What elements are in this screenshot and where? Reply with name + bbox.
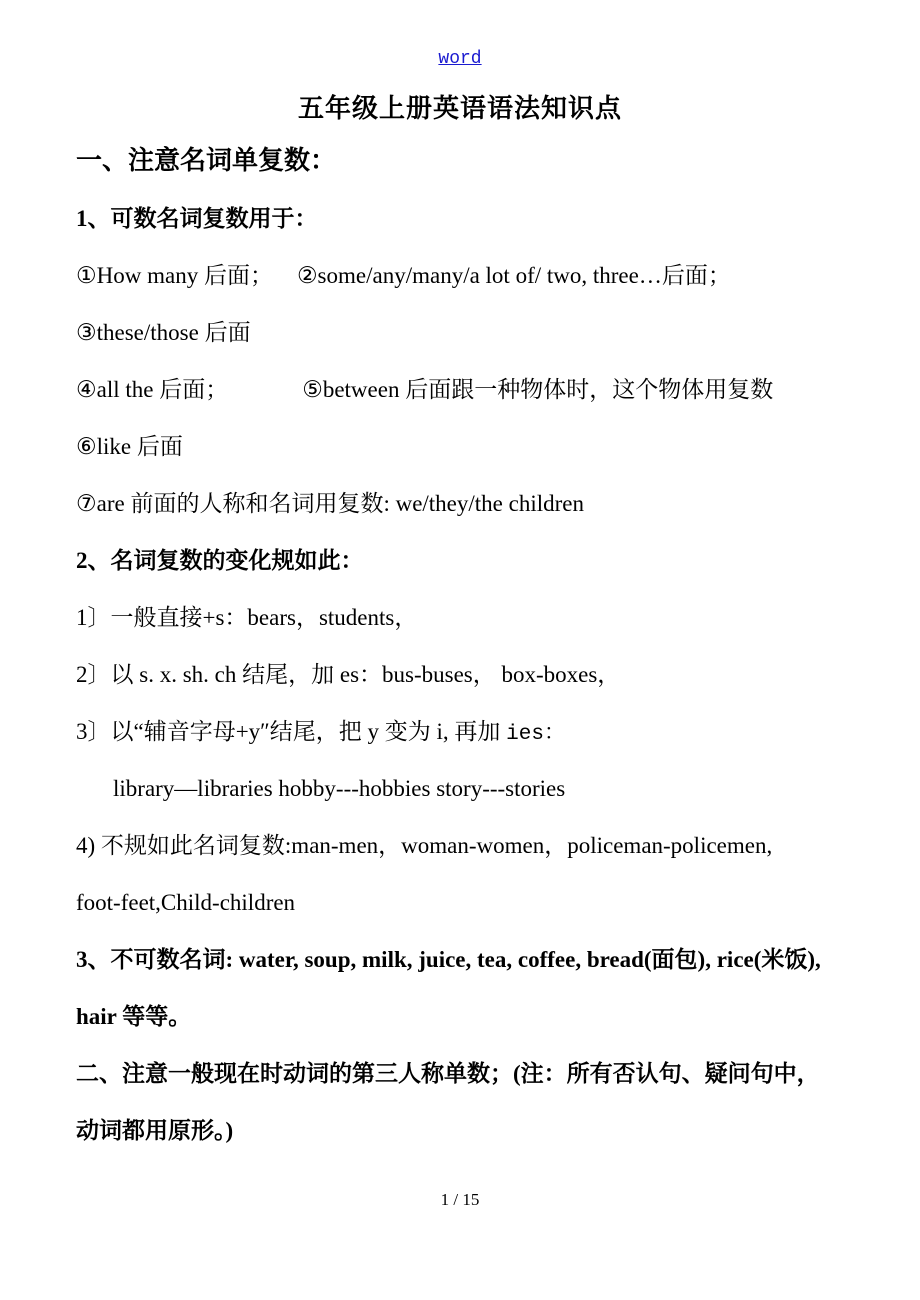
plural-rule-4-line-2: foot-feet,Child-children <box>76 890 296 915</box>
usage-item-3: ③these/those 后面 <box>76 320 251 345</box>
plural-rule-3 <box>76 717 565 750</box>
header-word-link[interactable]: word <box>438 49 482 69</box>
section-2-heading-line-2: 动词都用原形。) <box>76 1118 234 1143</box>
plural-rule-3-examples: library—libraries hobby---hobbies story---stories <box>113 776 566 801</box>
usage-item-2: ②some/any/many/a lot of/ two, three…后面； <box>296 263 731 288</box>
usage-item-1: ①How many 后面； <box>76 263 273 288</box>
countable-usage-line-3 <box>76 375 773 405</box>
usage-item-5: ⑤between 后面跟一种物体时，这个物体用复数 <box>302 377 774 402</box>
plural-rule-2: 2〕以 s. x. sh. ch 结尾，加 es：bus-buses， box-boxes， <box>76 662 621 687</box>
countable-usage-line-1 <box>76 261 731 291</box>
usage-item-6: ⑥like 后面 <box>76 434 183 459</box>
plural-rule-3-text: 3〕以“辅音字母+y″结尾，把 y 变为 i, 再加 <box>76 719 507 744</box>
plural-rule-4-line-1: 4) 不规如此名词复数:man-men，woman-women，policeman-policemen, <box>76 833 773 858</box>
page-title: 五年级上册英语语法知识点 <box>297 94 622 123</box>
plural-rule-1: 1〕一般直接+s：bears，students， <box>76 605 418 630</box>
uncountable-nouns-line-2: hair 等等。 <box>76 1004 192 1029</box>
subsection-2-heading: 2、名词复数的变化规如此： <box>76 548 364 573</box>
usage-item-7: ⑦are 前面的人称和名词用复数: we/they/the children <box>76 491 584 516</box>
section-2-heading-line-1: 二、注意一般现在时动词的第三人称单数；(注：所有否认句、疑问句中， <box>76 1061 820 1086</box>
plural-rule-3-suffix: ies： <box>506 723 565 746</box>
page-number: 1 / 15 <box>440 1190 480 1209</box>
section-1-heading: 一、注意名词单复数： <box>76 146 337 175</box>
usage-item-4: ④all the 后面； <box>76 377 229 402</box>
uncountable-nouns-line-1: 3、不可数名词: water, soup, milk, juice, tea, coffee, bread(面包), rice(米饭), <box>76 947 821 972</box>
subsection-1-heading: 1、可数名词复数用于： <box>76 206 318 231</box>
